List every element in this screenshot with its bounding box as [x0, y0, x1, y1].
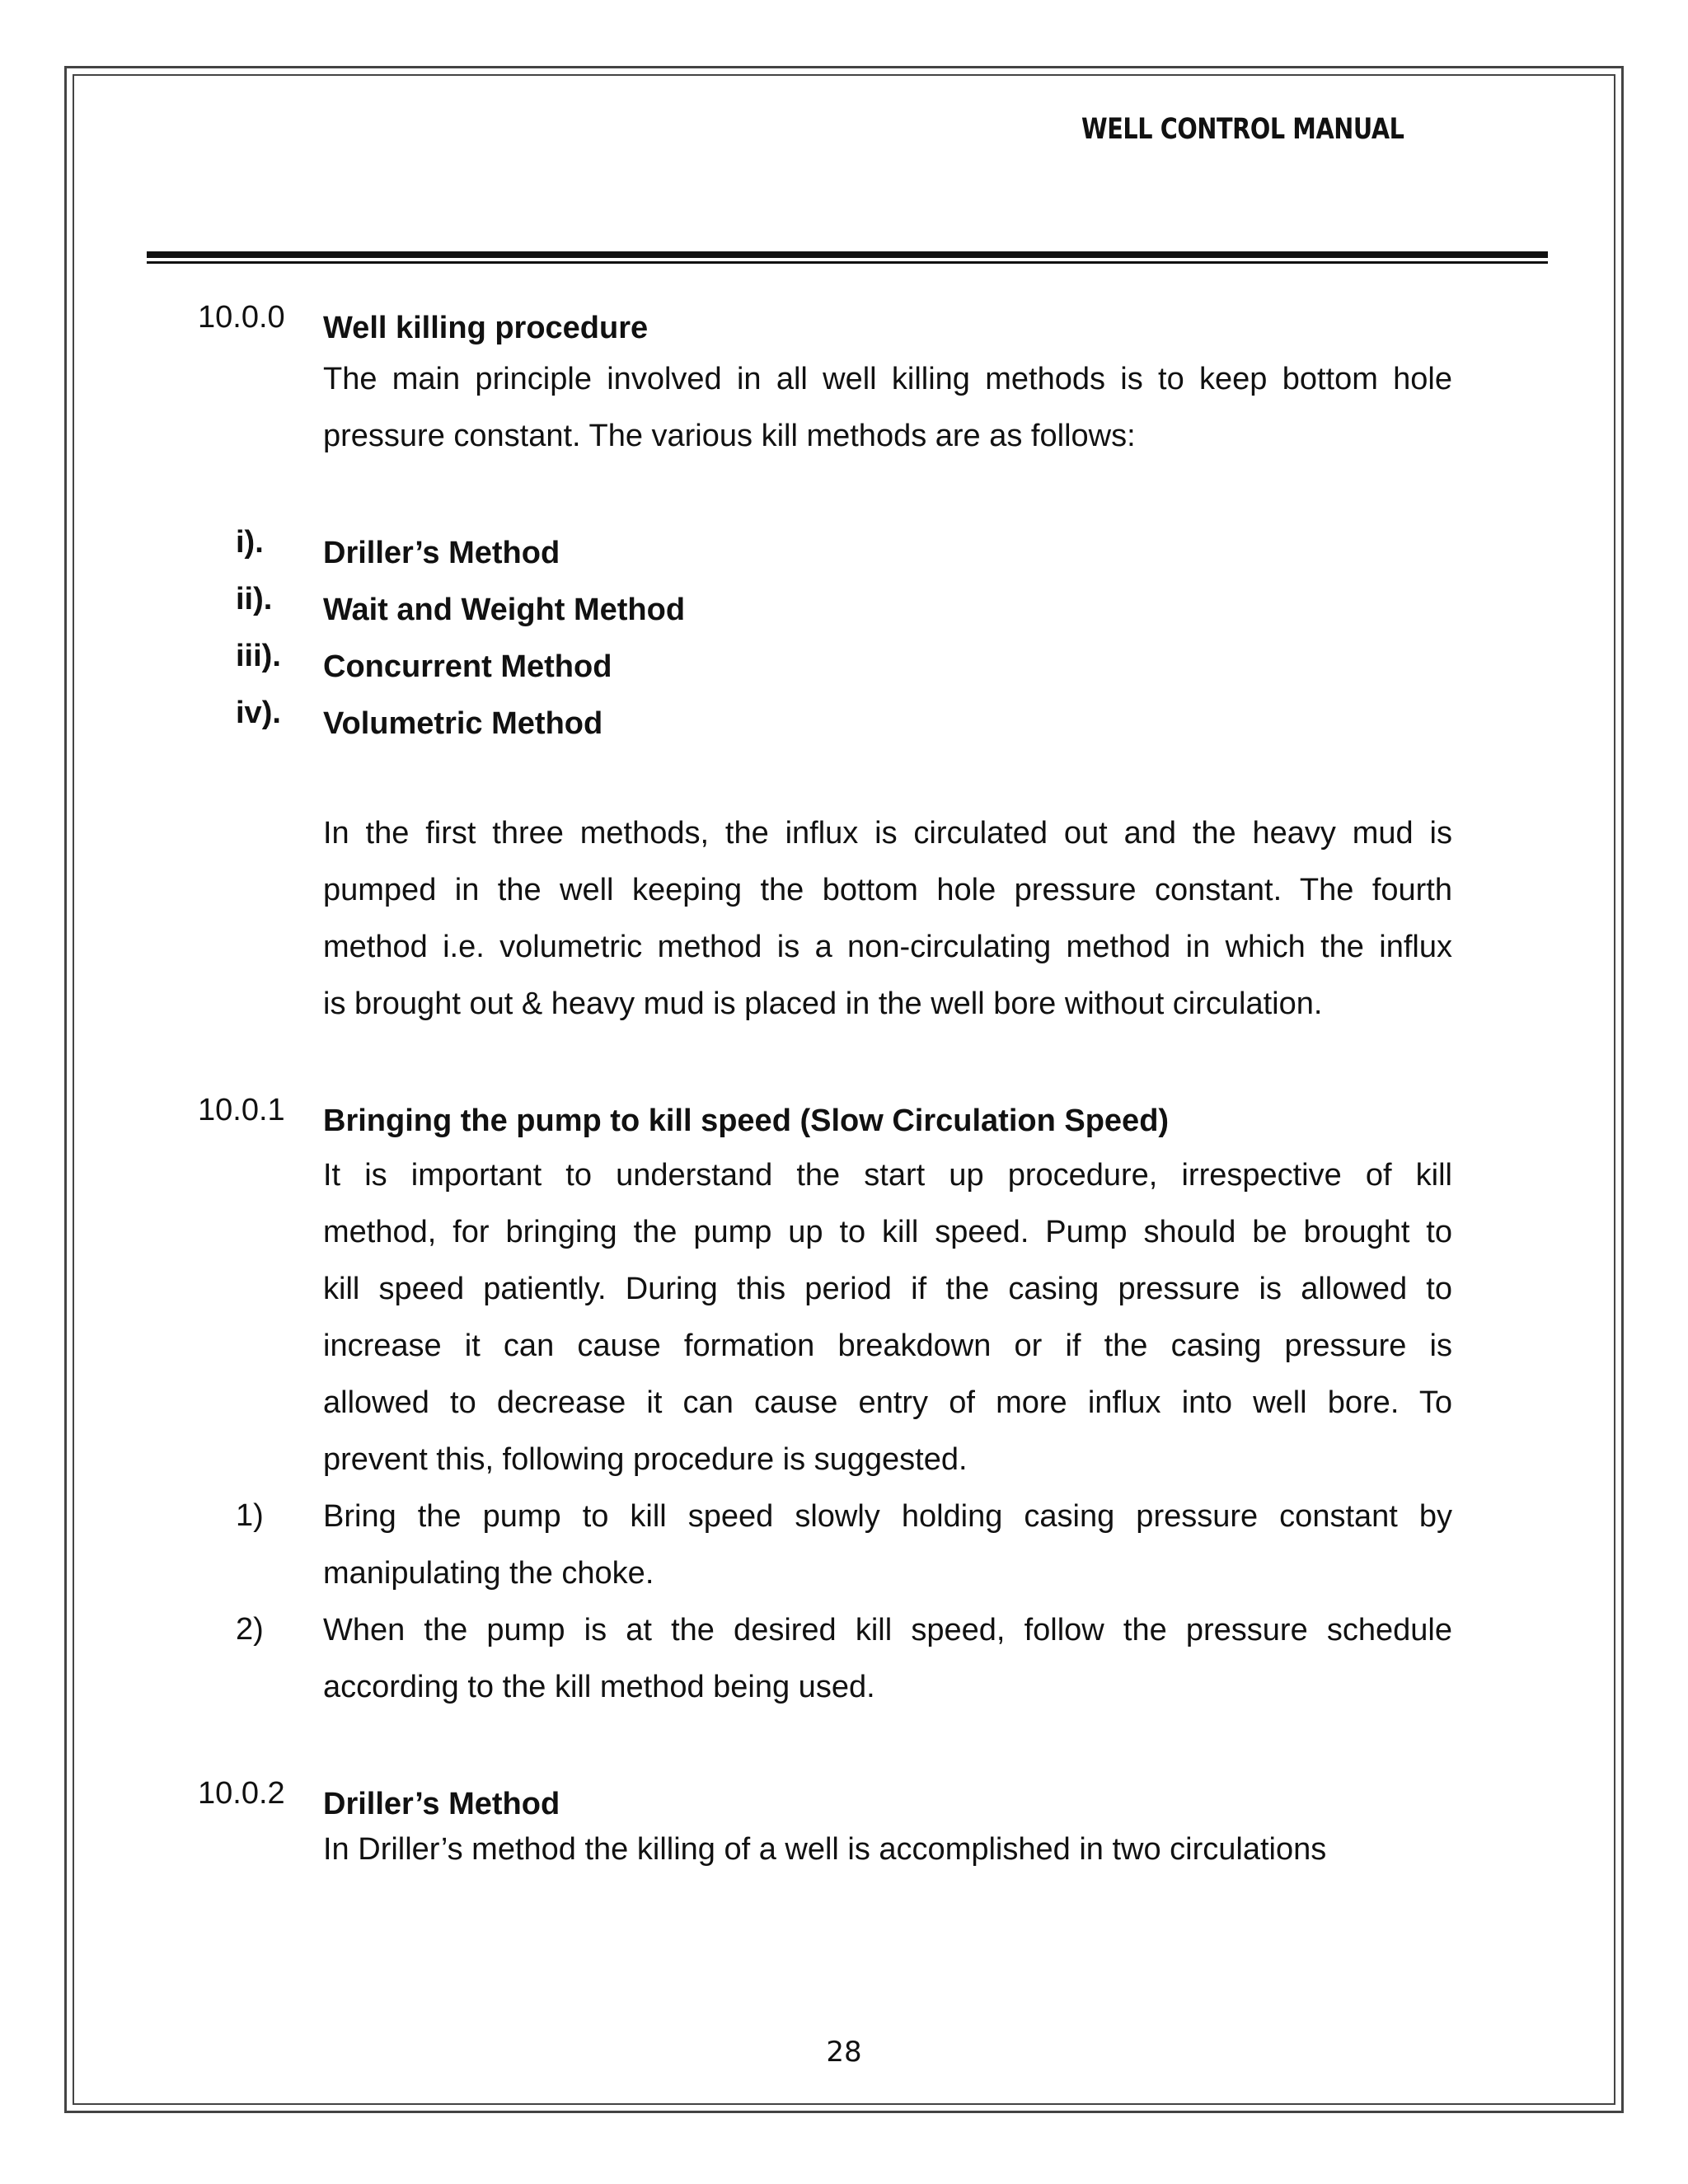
text-line: When the pump is at the desired kill speed, follow the pressure schedule — [323, 1613, 1452, 1647]
list-item: Wait and Weight Method — [323, 593, 686, 627]
paragraph — [323, 1821, 1452, 1878]
list-marker: ii). — [236, 582, 273, 616]
list-marker: i). — [236, 525, 264, 560]
list-item: Volumetric Method — [323, 706, 603, 741]
section-number: 10.0.0 — [198, 300, 285, 335]
text-line: In Driller’s method the killing of a well is accomplished in two circulations — [323, 1832, 1327, 1867]
section-heading: Bringing the pump to kill speed (Slow Circulation Speed) — [323, 1104, 1170, 1138]
list-item: Concurrent Method — [323, 649, 612, 684]
page-number: 28 — [826, 2036, 862, 2069]
section-number: 10.0.1 — [198, 1093, 285, 1127]
text-line: method i.e. volumetric method is a non-circulating method in which the influx — [323, 930, 1452, 964]
text-line: kill speed patiently. During this period if the casing pressure is allowed to — [323, 1272, 1452, 1306]
text-line: increase it can cause formation breakdown or if the casing pressure is — [323, 1329, 1452, 1363]
list-marker: iii). — [236, 639, 281, 673]
section-intro — [323, 351, 1452, 465]
step-marker: 1) — [236, 1498, 264, 1533]
section-heading: Driller’s Method — [323, 1787, 560, 1821]
list-marker: iv). — [236, 696, 281, 730]
text-line: In the first three methods, the influx is circulated out and the heavy mud is — [323, 816, 1452, 851]
step-item — [323, 1602, 1452, 1716]
paragraph — [323, 1147, 1452, 1488]
text-line: allowed to decrease it can cause entry of more influx into well bore. To — [323, 1385, 1452, 1420]
text-line: pumped in the well keeping the bottom hole pressure constant. The fourth — [323, 873, 1452, 907]
step-item — [323, 1488, 1452, 1602]
section-heading: Well killing procedure — [323, 311, 649, 345]
section-number: 10.0.2 — [198, 1776, 285, 1811]
text-line: The main principle involved in all well killing methods is to keep bottom hole — [323, 362, 1452, 396]
step-marker: 2) — [236, 1612, 264, 1647]
text-line: manipulating the choke. — [323, 1556, 654, 1591]
text-line: prevent this, following procedure is suggested. — [323, 1442, 968, 1477]
list-item: Driller’s Method — [323, 536, 560, 570]
header-rule-thin — [147, 261, 1548, 264]
text-line: method, for bringing the pump up to kill speed. Pump should be brought to — [323, 1215, 1452, 1249]
text-line: It is important to understand the start up procedure, irrespective of kill — [323, 1158, 1452, 1193]
header-rule — [147, 251, 1548, 258]
text-line: is brought out & heavy mud is placed in the well bore without circulation. — [323, 987, 1323, 1021]
document-header: WELL CONTROL MANUAL — [1081, 113, 1404, 146]
text-line: according to the kill method being used. — [323, 1670, 875, 1704]
text-line: Bring the pump to kill speed slowly holding casing pressure constant by — [323, 1499, 1452, 1534]
text-line: pressure constant. The various kill methods are as follows: — [323, 419, 1136, 453]
paragraph — [323, 805, 1452, 1033]
